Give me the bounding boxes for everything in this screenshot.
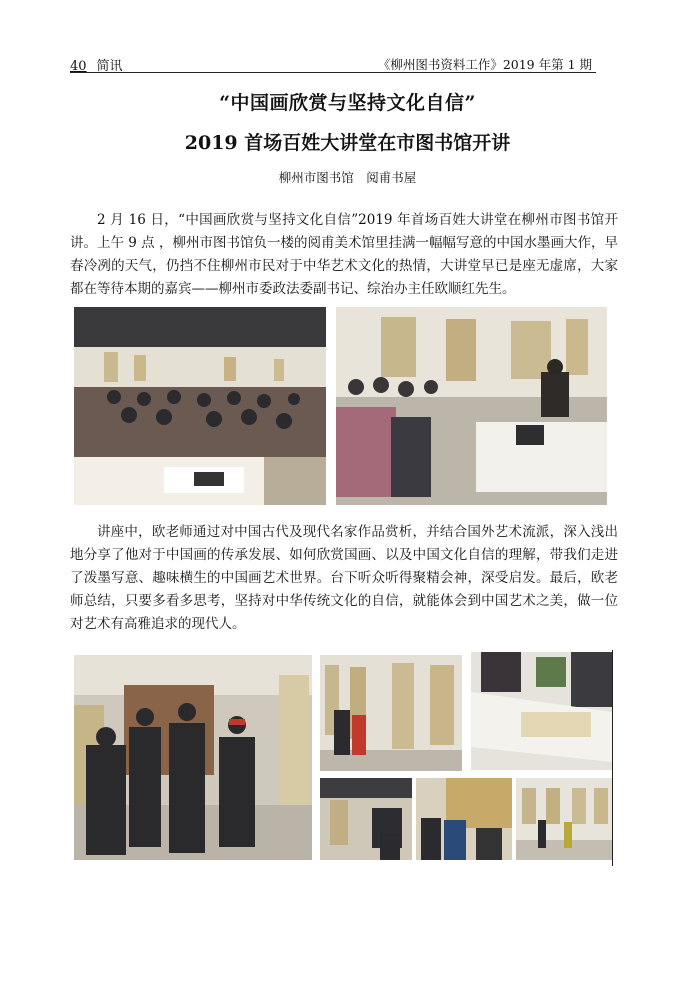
photo-visitors-1 bbox=[320, 778, 412, 860]
journal-issue: 《柳州图书资料工作》2019 年第 1 期 bbox=[377, 57, 592, 72]
article-author: 柳州市图书馆 阅甫书屋 bbox=[278, 170, 417, 185]
article-title-line1: “中国画欣赏与坚持文化自信” bbox=[219, 92, 476, 114]
page-header bbox=[70, 54, 596, 73]
photo-guests bbox=[74, 655, 312, 860]
section-name: 简讯 bbox=[96, 59, 123, 74]
article-paragraph-1: 2 月 16 日，“中国画欣赏与坚持文化自信”2019 年首场百姓大讲堂在柳州市图书馆开讲。上午 9 点 ，柳州市图书馆负一楼的阅甫美术馆里挂满一幅幅写意的中国水墨画大作，早春冷冽的天气，仍挡不住柳州市民对于中华艺术文化的热情，大讲堂早已是座无虚席，大家都在等待本期的嘉宾——柳州市委政法委副书记、综治办主任欧顺红先生。 bbox=[70, 212, 618, 297]
page-number-section bbox=[70, 55, 123, 74]
page-number: 40 bbox=[70, 59, 87, 74]
photo-lecture bbox=[336, 307, 607, 505]
photo-gallery-overview bbox=[516, 778, 612, 860]
photo-scroll-table bbox=[471, 652, 612, 770]
photo-visitors-2 bbox=[416, 778, 512, 860]
photo-audience bbox=[74, 307, 326, 505]
photo-gallery-scrolls bbox=[320, 655, 462, 771]
photo-column-divider bbox=[612, 650, 613, 866]
article-title-line2: 2019 首场百姓大讲堂在市图书馆开讲 bbox=[184, 132, 511, 154]
article-paragraph-2: 讲座中，欧老师通过对中国古代及现代名家作品赏析，并结合国外艺术流派，深入浅出地分享了他对于中国画的传承发展、如何欣赏国画、以及中国文化自信的理解，带我们走进了泼墨写意、趣味横生的中国画艺术世界。台下听众听得聚精会神，深受启发。最后，欧老师总结，只要多看多思考，坚持对中华传统文化的自信，就能体会到中国艺术之美，做一位对艺术有高雅追求的现代人。 bbox=[70, 524, 618, 632]
